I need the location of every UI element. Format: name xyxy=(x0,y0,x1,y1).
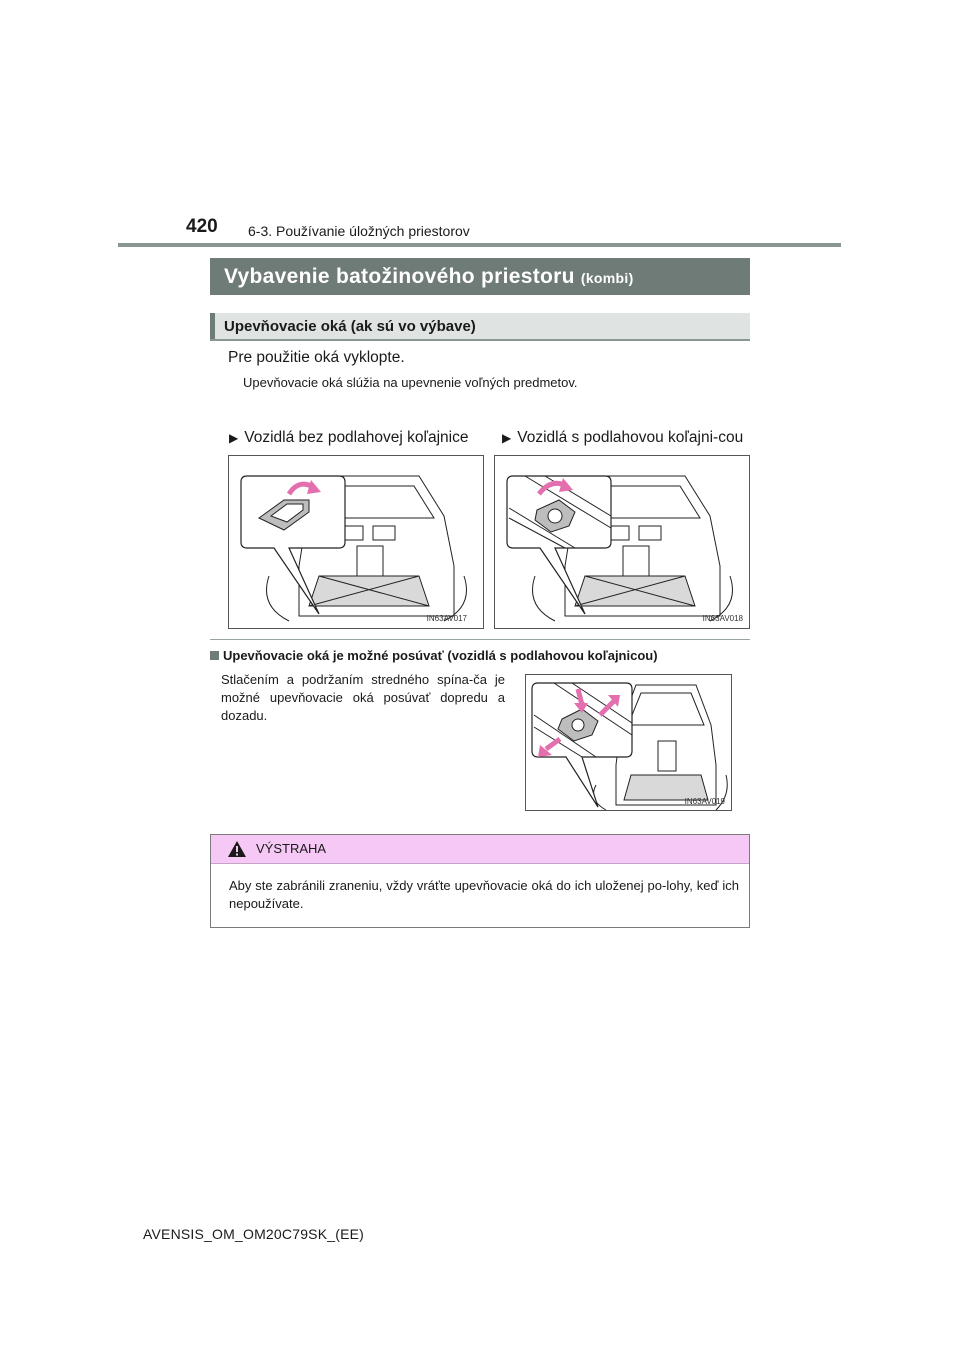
warning-header xyxy=(211,835,749,864)
variant-text: Vozidlá s podlahovou koľajni-cou xyxy=(517,429,744,446)
square-bullet-icon xyxy=(210,651,219,660)
figure-sliding-cargo-hook xyxy=(525,674,732,811)
footer-doc-code: AVENSIS_OM_OM20C79SK_(EE) xyxy=(143,1226,365,1242)
figure-code: IN63AV017 xyxy=(426,614,467,623)
warning-box xyxy=(210,834,750,928)
movable-hooks-text: Stlačením a podržaním stredného spína-ča je možné upevňovacie oká posúvať dopredu a dozadu. xyxy=(221,672,505,723)
triangle-bullet-icon: ▶ xyxy=(502,431,512,445)
cargo-area-illustration xyxy=(229,456,485,630)
sliding-hook-illustration xyxy=(526,675,733,812)
section-title-suffix: (kombi) xyxy=(580,270,634,286)
movable-hooks-heading-text: Upevňovacie oká je možné posúvať (vozidlá s podlahovou koľajnicou) xyxy=(223,648,658,663)
intro-note: Upevňovacie oká slúžia na upevnenie voľných predmetov. xyxy=(243,375,578,390)
header-divider xyxy=(118,243,841,247)
figure-cargo-hooks-without-rail xyxy=(228,455,484,629)
warning-title: VÝSTRAHA xyxy=(256,841,327,856)
warning-text: Aby ste zabránili zraneniu, vždy vráťte upevňovacie oká do ich uloženej po-lohy, keď ich nepoužívate. xyxy=(229,878,739,911)
figure-code: IN63AV018 xyxy=(702,614,743,623)
triangle-bullet-icon: ▶ xyxy=(229,431,239,445)
chapter-title: 6-3. Používanie úložných priestorov xyxy=(248,223,470,239)
intro-text: Pre použitie oká vyklopte. xyxy=(228,349,405,366)
movable-hooks-heading xyxy=(210,648,658,663)
cargo-area-illustration xyxy=(495,456,751,630)
warning-triangle-icon xyxy=(227,840,247,858)
divider xyxy=(210,639,750,640)
section-title xyxy=(210,258,750,295)
section-title-text: Vybavenie batožinového priestoru xyxy=(224,265,575,288)
variant-label-without-rail xyxy=(229,427,469,449)
figure-cargo-hooks-with-rail xyxy=(494,455,750,629)
subsection-title: Upevňovacie oká (ak sú vo výbave) xyxy=(210,313,750,341)
variant-text: Vozidlá bez podlahovej koľajnice xyxy=(244,429,469,446)
figure-code: IN63AV019 xyxy=(684,797,725,806)
variant-label-with-rail xyxy=(502,427,750,449)
page-number: 420 xyxy=(186,216,218,237)
